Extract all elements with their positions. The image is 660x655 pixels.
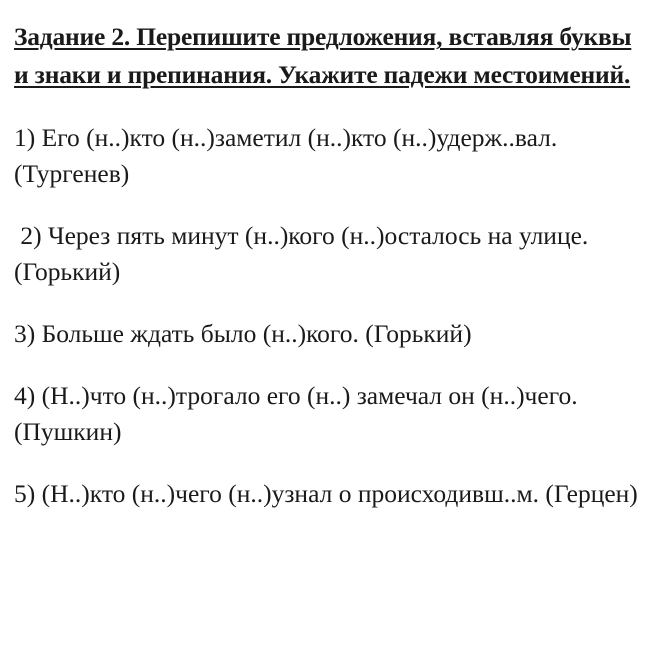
sentence-3: 3) Больше ждать было (н..)кого. (Горький)	[14, 319, 472, 348]
task-title: Задание 2. Перепишите предложения, вставляя буквы и знаки и препинания. Укажите падежи местоимений.	[14, 22, 632, 89]
sentence-5: 5) (Н..)кто (н..)чего (н..)узнал о происходивш..м. (Герцен)	[14, 479, 638, 508]
document-body	[14, 18, 650, 538]
sentence-4: 4) (Н..)что (н..)трогало его (н..) замечал он (н..)чего. (Пушкин)	[14, 381, 585, 446]
sentence-1: 1) Его (н..)кто (н..)заметил (н..)кто (н..)удерж..вал. (Тургенев)	[14, 123, 564, 188]
sentence-2: 2) Через пять минут (н..)кого (н..)осталось на улице. (Горький)	[14, 221, 595, 286]
